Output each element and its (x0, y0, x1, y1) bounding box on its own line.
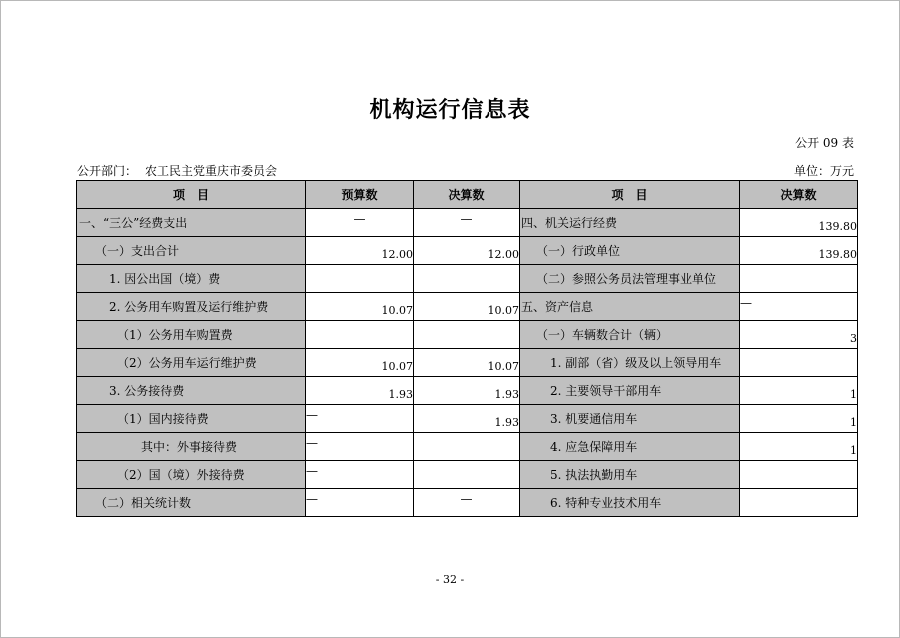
row-right-final (740, 321, 858, 349)
page-number: - 32 - (435, 573, 465, 586)
row-label-left: （2）国（境）外接待费 (77, 461, 306, 489)
row-right-final-value: 139.80 (818, 220, 857, 233)
row-budget (306, 433, 414, 461)
row-label-right: 6. 特种专业技术用车 (520, 489, 740, 517)
page-title: 机构运行信息表 (369, 98, 531, 123)
row-budget (306, 349, 414, 377)
row-label-right: 4. 应急保障用车 (520, 433, 740, 461)
table-row (77, 237, 858, 265)
row-label-left: （1）国内接待费 (77, 405, 306, 433)
row-right-final-value: 1 (850, 388, 857, 401)
row-final (414, 349, 520, 377)
header-item-right: 项 目 (520, 181, 740, 209)
row-label-right: （二）参照公务员法管理事业单位 (520, 265, 740, 293)
row-label-left: （2）公务用车运行维护费 (77, 349, 306, 377)
table-row (77, 265, 858, 293)
row-label-right: 5. 执法执勤用车 (520, 461, 740, 489)
row-budget (306, 377, 414, 405)
header-item-left: 项 目 (77, 181, 306, 209)
table-row (77, 209, 858, 237)
row-final-value: 12.00 (487, 248, 519, 261)
row-right-final (740, 377, 858, 405)
row-final (414, 489, 520, 517)
row-label-left: 其中：外事接待费 (77, 433, 306, 461)
row-final (414, 461, 520, 489)
row-final (414, 209, 520, 237)
row-budget (306, 489, 414, 517)
table-row (77, 405, 858, 433)
row-budget-value: 10.07 (381, 304, 413, 317)
header-final-right: 决算数 (740, 181, 858, 209)
row-budget (306, 461, 414, 489)
row-final (414, 237, 520, 265)
row-right-final-value: 1 (850, 444, 857, 457)
row-budget-value: 12.00 (381, 248, 413, 261)
row-final-value: 1.93 (494, 388, 519, 401)
row-budget-value: — (353, 212, 366, 226)
row-label-left: 3. 公务接待费 (77, 377, 306, 405)
row-label-left: 一、“三公”经费支出 (77, 209, 306, 237)
row-right-final (740, 293, 858, 321)
table-row (77, 321, 858, 349)
table-row (77, 293, 858, 321)
row-budget (306, 265, 414, 293)
table-row (77, 461, 858, 489)
row-label-left: （一）支出合计 (77, 237, 306, 265)
row-final (414, 321, 520, 349)
table-code: 公开 09 表 (795, 136, 854, 150)
row-right-final-value: 139.80 (818, 248, 857, 261)
header-final-left: 决算数 (414, 181, 520, 209)
row-label-left: （二）相关统计数 (77, 489, 306, 517)
table-row (77, 489, 858, 517)
row-final (414, 405, 520, 433)
row-final (414, 265, 520, 293)
row-right-final-value: — (740, 296, 752, 310)
department-line (77, 162, 277, 179)
row-budget (306, 209, 414, 237)
row-final (414, 433, 520, 461)
row-budget-value: — (306, 492, 318, 506)
department-name: 农工民主党重庆市委员会 (145, 164, 278, 178)
row-right-final-value: 1 (850, 416, 857, 429)
row-label-right: 1. 副部（省）级及以上领导用车 (520, 349, 740, 377)
row-budget-value: 1.93 (388, 388, 413, 401)
row-right-final (740, 433, 858, 461)
row-right-final (740, 461, 858, 489)
row-label-right: 五、资产信息 (520, 293, 740, 321)
row-budget-value: 10.07 (381, 360, 413, 373)
row-budget-value: — (306, 436, 318, 450)
row-right-final (740, 237, 858, 265)
row-label-right: （一）行政单位 (520, 237, 740, 265)
row-budget (306, 405, 414, 433)
row-final-value: 1.93 (494, 416, 519, 429)
table-row (77, 377, 858, 405)
row-label-right: （一）车辆数合计（辆） (520, 321, 740, 349)
row-right-final (740, 349, 858, 377)
row-label-left: 1. 因公出国（境）费 (77, 265, 306, 293)
header-budget: 预算数 (306, 181, 414, 209)
row-budget (306, 293, 414, 321)
row-final-value: 10.07 (487, 360, 519, 373)
row-budget (306, 237, 414, 265)
row-right-final-value: 3 (850, 332, 857, 345)
row-label-left: 2. 公务用车购置及运行维护费 (77, 293, 306, 321)
row-budget (306, 321, 414, 349)
row-final-value: 10.07 (487, 304, 519, 317)
row-final-value: — (460, 212, 473, 226)
row-right-final (740, 265, 858, 293)
table-row (77, 433, 858, 461)
row-final-value: — (460, 492, 473, 506)
row-label-right: 3. 机要通信用车 (520, 405, 740, 433)
row-final (414, 293, 520, 321)
row-budget-value: — (306, 464, 318, 478)
info-table (76, 180, 858, 517)
unit-label: 单位：万元 (793, 164, 854, 178)
row-final (414, 377, 520, 405)
row-label-right: 2. 主要领导干部用车 (520, 377, 740, 405)
row-label-right: 四、机关运行经费 (520, 209, 740, 237)
row-right-final (740, 489, 858, 517)
row-budget-value: — (306, 408, 318, 422)
table-row (77, 349, 858, 377)
row-label-left: （1）公务用车购置费 (77, 321, 306, 349)
table-header-row (77, 181, 858, 209)
department-label: 公开部门： (77, 164, 138, 178)
row-right-final (740, 405, 858, 433)
row-right-final (740, 209, 858, 237)
